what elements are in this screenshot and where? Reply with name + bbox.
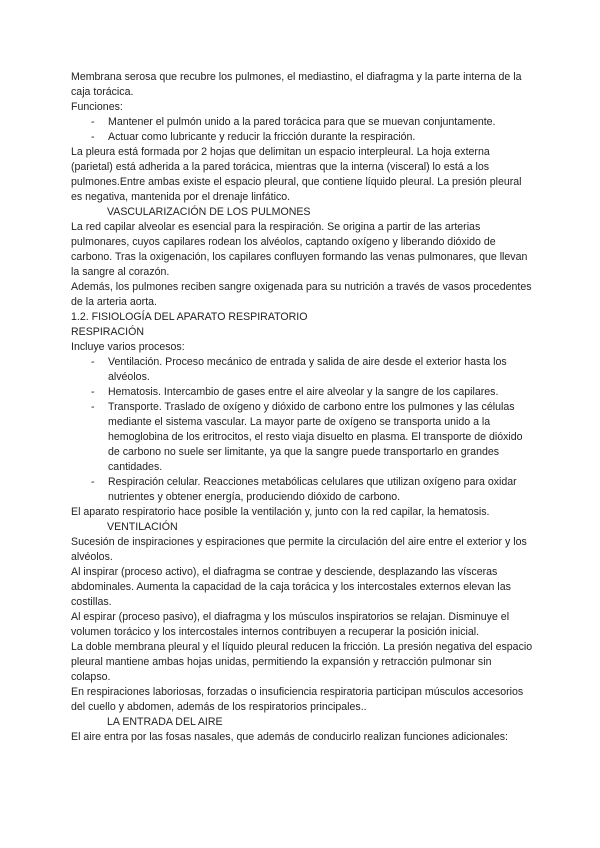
dash-bullet: - (91, 116, 95, 128)
list-item: - Actuar como lubricante y reducir la fricción durante la respiración. (91, 131, 416, 143)
entrada-aire-paragraph: El aire entra por las fosas nasales, que además de conducirlo realizan funciones adicionales: (71, 731, 508, 743)
list-item: - Ventilación. Proceso mecánico de entrada y salida de aire desde el exterior hasta los alvéolos. (91, 356, 507, 383)
entrada-aire-heading: LA ENTRADA DEL AIRE (107, 716, 223, 728)
vascularizacion-heading: VASCULARIZACIÓN DE LOS PULMONES (107, 206, 311, 218)
dash-bullet: - (91, 476, 95, 488)
vascularizacion-paragraph-2: Además, los pulmones reciben sangre oxigenada para su nutrición a través de vasos procedentes de la arteria aorta. (71, 281, 532, 308)
list-item: - Hematosis. Intercambio de gases entre el aire alveolar y la sangre de los capilares. (91, 386, 499, 398)
pleura-paragraph: La pleura está formada por 2 hojas que delimitan un espacio interpleural. La hoja externa (parietal) está adherida a la pared torácica, mientras que la interna (visceral) lo está a los pulmones.Entre ambas existe el espacio pleural, que contiene líquido pleural. La presión pleural es negativa, mantenida por el drenaje linfático. (71, 146, 522, 203)
respiracion-heading: RESPIRACIÓN (71, 326, 144, 338)
ventilacion-heading: VENTILACIÓN (107, 521, 178, 533)
funciones-label: Funciones: (71, 101, 123, 113)
list-item: - Transporte. Traslado de oxígeno y dióxido de carbono entre los pulmones y las células mediante el sistema vascular. La mayor parte de oxígeno se transporta unido a la hemoglobina de los eritrocitos, el resto viaja disuelto en plasma. El transporte de dióxido de carbono no suele ser limitante, ya que la sangre puede transportarlo en grandes cantidades. (91, 401, 523, 473)
ventilacion-paragraph-2: Al inspirar (proceso activo), el diafragma se contrae y desciende, desplazando las vísceras abdominales. Aumenta la capacidad de la caja torácica y los intercostales externos elevan las costillas. (71, 566, 511, 608)
vascularizacion-paragraph-1: La red capilar alveolar es esencial para la respiración. Se origina a partir de las arterias pulmonares, cuyos capilares rodean los alvéolos, captando oxígeno y liberando dióxido de carbono. Tras la oxigenación, los capilares confluyen formando las venas pulmonares, que llevan la sangre al corazón. (71, 221, 528, 278)
dash-bullet: - (91, 386, 95, 398)
dash-bullet: - (91, 356, 95, 368)
ventilacion-paragraph-4: La doble membrana pleural y el líquido pleural reducen la fricción. La presión negativa del espacio pleural mantiene ambas hojas unidas, permitiendo la expansión y retracción pulmonar sin colapso. (71, 641, 533, 683)
ventilacion-paragraph-1: Sucesión de inspiraciones y espiraciones que permite la circulación del aire entre el exterior y los alvéolos. (71, 536, 527, 563)
list-item: - Mantener el pulmón unido a la pared torácica para que se muevan conjuntamente. (91, 116, 496, 128)
section-heading: 1.2. FISIOLOGÍA DEL APARATO RESPIRATORIO (71, 311, 308, 323)
ventilacion-paragraph-5: En respiraciones laboriosas, forzadas o insuficiencia respiratoria participan músculos accesorios del cuello y abdomen, además de los respiratorios principales.. (71, 686, 524, 713)
dash-bullet: - (91, 131, 95, 143)
respiracion-summary: El aparato respiratorio hace posible la ventilación y, junto con la red capilar, la hematosis. (71, 506, 490, 518)
intro-paragraph: Membrana serosa que recubre los pulmones, el mediastino, el diafragma y la parte interna de la caja torácica. (71, 71, 522, 98)
procesos-list (71, 355, 533, 505)
dash-bullet: - (91, 401, 95, 413)
ventilacion-paragraph-3: Al espirar (proceso pasivo), el diafragma y los músculos inspiratorios se relajan. Disminuye el volumen torácico y los intercostales internos contribuyen a recuperar la posición inicial. (71, 611, 510, 638)
document-body (71, 70, 533, 745)
list-item: - Respiración celular. Reacciones metabólicas celulares que utilizan oxígeno para oxidar nutrientes y obtener energía, produciendo dióxido de carbono. (91, 476, 517, 503)
funciones-list (71, 115, 533, 145)
respiracion-intro: Incluye varios procesos: (71, 341, 185, 353)
